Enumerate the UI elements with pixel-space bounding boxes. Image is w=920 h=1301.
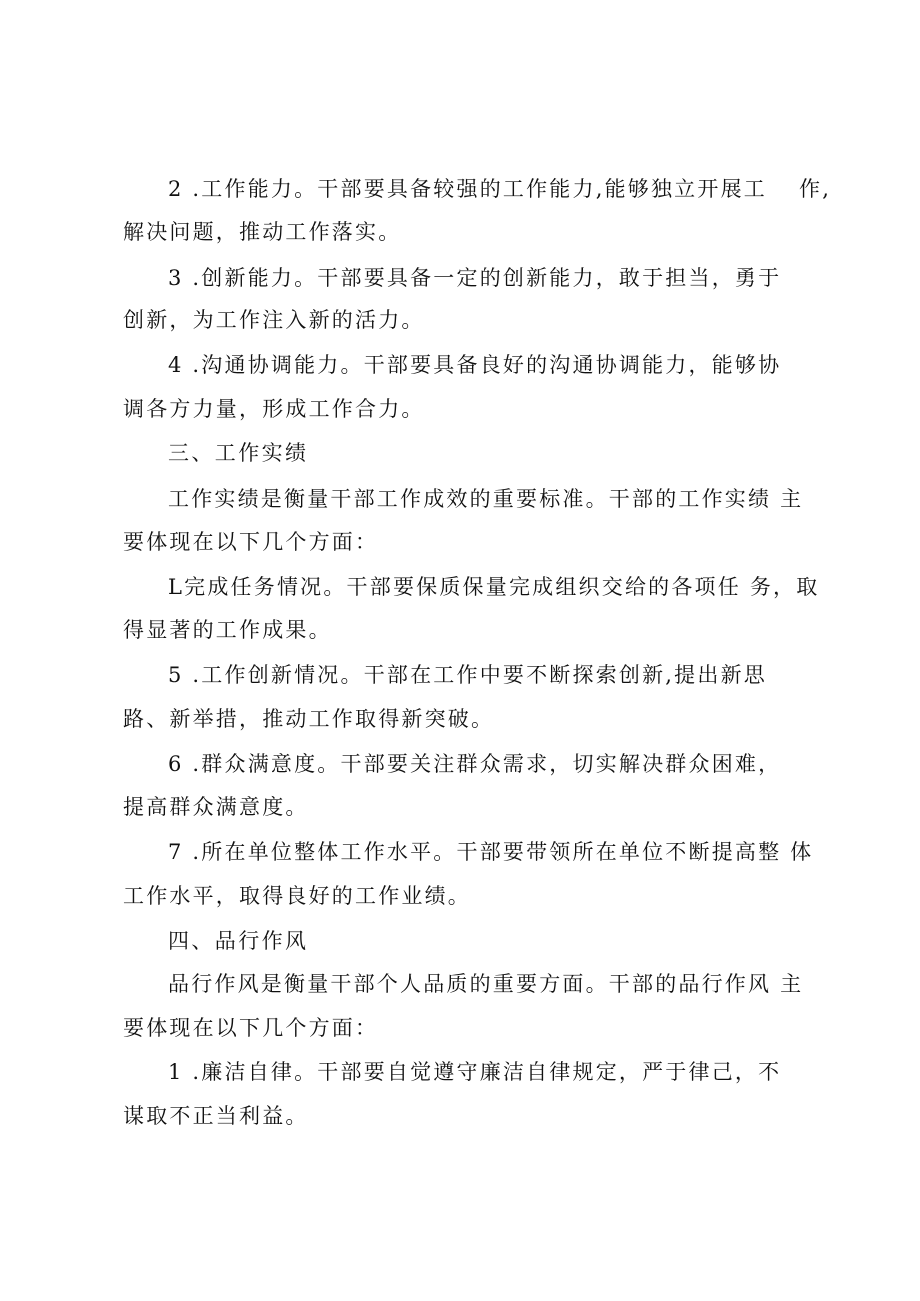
paragraph-task-completion-line-1: L完成任务情况。干部要保质保量完成组织交给的各项任 务，取	[168, 575, 820, 599]
section-heading-work-performance: 三、工作实绩	[168, 441, 309, 465]
paragraph-work-ability-line-2: 解决问题，推动工作落实。	[123, 220, 402, 244]
paragraph-innovation-ability-line-2: 创新，为工作注入新的活力。	[123, 308, 425, 332]
paragraph-work-innovation-line-1: 5 .工作创新情况。干部在工作中要不断探索创新,提出新思	[168, 663, 767, 687]
paragraph-communication-ability-line-1: 4 .沟通协调能力。干部要具备良好的沟通协调能力，能够协	[168, 353, 782, 377]
paragraph-task-completion-line-2: 得显著的工作成果。	[123, 618, 332, 642]
paragraph-unit-performance-line-1: 7 .所在单位整体工作水平。干部要带领所在单位不断提高整 体	[168, 840, 814, 864]
paragraph-work-innovation-line-2: 路、新举措，推动工作取得新突破。	[123, 707, 495, 731]
paragraph-innovation-ability-line-1: 3 .创新能力。干部要具备一定的创新能力，敢于担当，勇于	[168, 266, 782, 290]
paragraph-work-performance-intro-line-2: 要体现在以下几个方面：	[123, 530, 379, 554]
section-heading-conduct: 四、品行作风	[168, 929, 309, 953]
paragraph-integrity-line-1: 1 .廉洁自律。干部要自觉遵守廉洁自律规定，严于律己，不	[168, 1060, 782, 1084]
paragraph-public-satisfaction-line-1: 6 .群众满意度。干部要关注群众需求，切实解决群众困难，	[168, 752, 782, 776]
paragraph-work-ability-line-1: 2 .工作能力。干部要具备较强的工作能力,能够独立开展工 作,	[168, 177, 832, 201]
paragraph-conduct-intro-line-2: 要体现在以下几个方面：	[123, 1016, 379, 1040]
paragraph-public-satisfaction-line-2: 提高群众满意度。	[123, 795, 309, 819]
paragraph-work-performance-intro-line-1: 工作实绩是衡量干部工作成效的重要标准。干部的工作实绩 主	[168, 487, 804, 511]
paragraph-integrity-line-2: 谋取不正当利益。	[123, 1104, 309, 1128]
paragraph-unit-performance-line-2: 工作水平，取得良好的工作业绩。	[123, 884, 471, 908]
paragraph-communication-ability-line-2: 调各方力量，形成工作合力。	[123, 397, 425, 421]
paragraph-conduct-intro-line-1: 品行作风是衡量干部个人品质的重要方面。干部的品行作风 主	[168, 972, 804, 996]
